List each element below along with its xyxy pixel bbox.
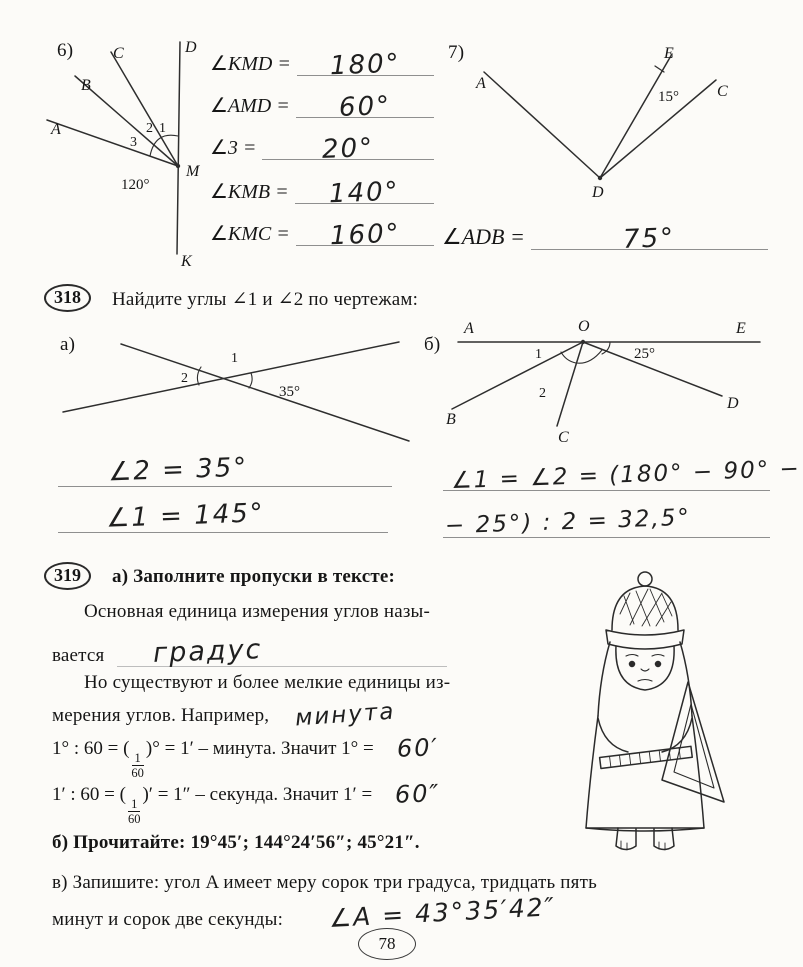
angle-15-label: 15° [658,89,679,105]
label-C: C [717,83,728,100]
angle-name: ∠AMD = [210,95,290,117]
angle-120-label: 120° [121,177,150,193]
label-D: D [727,395,739,412]
ex318-figure-b [440,316,772,448]
ex319-part-v-row [52,892,557,933]
handwritten-answer: 60′ [396,733,439,763]
label-K: K [181,253,192,270]
point-M-dot [176,164,180,168]
fraction [128,797,141,827]
fraction-numerator: 1 [128,797,140,812]
ex319-text-line-3: Но существуют и более мелкие единицы из- [84,672,451,693]
label-D: D [592,184,604,201]
handwritten-answer: 160° [329,218,401,252]
ex6-answer-row [210,204,434,252]
ex319-text-line-2: вается [52,645,105,666]
label-B: B [446,411,456,428]
formula-suffix: )° = 1′ – минута. Значит 1° = [145,738,374,759]
angle-1-mark: 1 [159,121,166,136]
ex6-answer-row [210,34,434,82]
handwritten-answer: ∠1 = 145° [105,498,266,534]
angle-1-mark: 1 [231,351,238,366]
ex6-answer-row [210,76,434,123]
angle-name: ∠KMB = [210,181,289,203]
handwritten-fill: градус [151,634,263,669]
answer-blank [297,48,434,82]
exercise-318-number: 318 [44,284,91,312]
label-E: E [664,45,674,62]
angle-35-label: 35° [279,384,300,400]
figure-b-label: б) [424,334,441,355]
ex319-formula-2 [52,779,441,827]
angle-3-mark: 3 [130,135,137,150]
fraction [131,751,144,781]
label-A: A [464,320,474,337]
angle-name: ∠3 = [210,137,257,159]
ex319-part-v-line-2: минут и сорок две секунды: [52,909,284,930]
fraction-numerator: 1 [132,751,144,766]
label-D: D [185,39,197,56]
ex7-figure [440,38,770,210]
answer-blank [295,176,434,210]
ex318-answer-line-b1 [443,453,802,495]
angle-name: ∠ADB = [442,224,525,249]
handwritten-fill: минута [294,698,397,732]
ex319-part-a-title: а) Заполните пропуски в тексте: [112,566,396,587]
angle-name: ∠KMD = [210,53,291,75]
ex318-answer-line-a1 [58,450,392,487]
rays-from-O [452,342,760,426]
label-A: A [476,75,486,92]
angle-2-mark: 2 [146,121,153,136]
label-A: A [51,121,61,138]
ex7-answer-row [442,202,768,255]
label-E: E [736,320,746,337]
ex6-figure [35,28,230,270]
label-B: B [81,77,91,94]
handwritten-answer: 140° [328,176,401,210]
mascot-illustration [570,566,770,861]
ex319-fill-row-2 [52,698,397,732]
ex318-title: Найдите углы ∠1 и ∠2 по чертежам: [112,289,419,310]
handwritten-answer: 75° [622,223,676,255]
handwritten-answer: 60″ [394,779,441,809]
ex319-fill-row-1 [52,634,512,669]
label-M: M [186,163,200,180]
page-number-value: 78 [378,934,396,953]
ex319-formula-1 [52,733,439,781]
answer-blank [296,91,434,123]
ex6-rays [47,42,180,254]
mascot-set-square [662,682,724,802]
ex6-label: 6) [57,40,74,61]
answer-blank [531,223,768,255]
formula-prefix: 1° : 60 = ( [52,738,130,759]
answer-blank [262,133,434,165]
page-number [358,928,416,960]
formula-prefix: 1′ : 60 = ( [52,784,126,805]
mascot-face [616,646,674,690]
point-O-dot [581,340,585,344]
handwritten-answer: ∠A = 43°35′42″ [328,892,557,933]
ex6-answer-row [210,118,434,165]
angle-2-mark: 2 [539,386,546,401]
fraction-denominator: 60 [127,812,141,827]
ex319-part-b: б) Прочитайте: 19°45′; 144°24′56″; 45°21″. [52,832,420,853]
mascot-hat [606,572,684,649]
label-O: O [578,318,590,335]
answer-blank [296,218,434,252]
formula-suffix: )′ = 1″ – секунда. Значит 1′ = [142,784,373,805]
ex7-rays [484,54,716,178]
handwritten-answer: − 25°) : 2 = 32,5° [444,504,692,540]
ex319-text-line-4: мерения углов. Например, [52,705,270,726]
handwritten-answer: ∠2 = 35° [107,452,249,488]
label-C: C [558,429,569,446]
ex6-answer-row [210,162,434,210]
mascot-ruler [600,746,693,768]
ex318-answer-line-b2 [443,500,770,538]
label-C: C [113,45,124,62]
point-D-dot [598,176,602,180]
angle-1-mark: 1 [535,347,542,362]
ex7-label: 7) [448,42,465,63]
fraction-denominator: 60 [131,766,144,781]
fill-blank [117,634,447,669]
angle-name: ∠KMC = [210,223,290,245]
ex318-figure-a [55,328,415,454]
handwritten-answer: 60° [338,91,392,123]
ex319-part-v-line-1: в) Запишите: угол A имеет меру сорок три градуса, тридцать пять [52,872,597,893]
angle-25-label: 25° [634,346,655,362]
handwritten-answer: 20° [321,133,375,165]
mascot-body [586,642,704,831]
handwritten-answer: 180° [329,48,402,82]
figure-a-label: а) [60,334,76,355]
exercise-319-number: 319 [44,562,91,590]
handwritten-answer: ∠1 = ∠2 = (180° − 90° − [450,455,802,495]
ex319-text-line-1: Основная единица измерения углов назы- [84,601,431,622]
ex318-answer-line-a2 [58,496,388,533]
angle-2-mark: 2 [181,371,188,386]
